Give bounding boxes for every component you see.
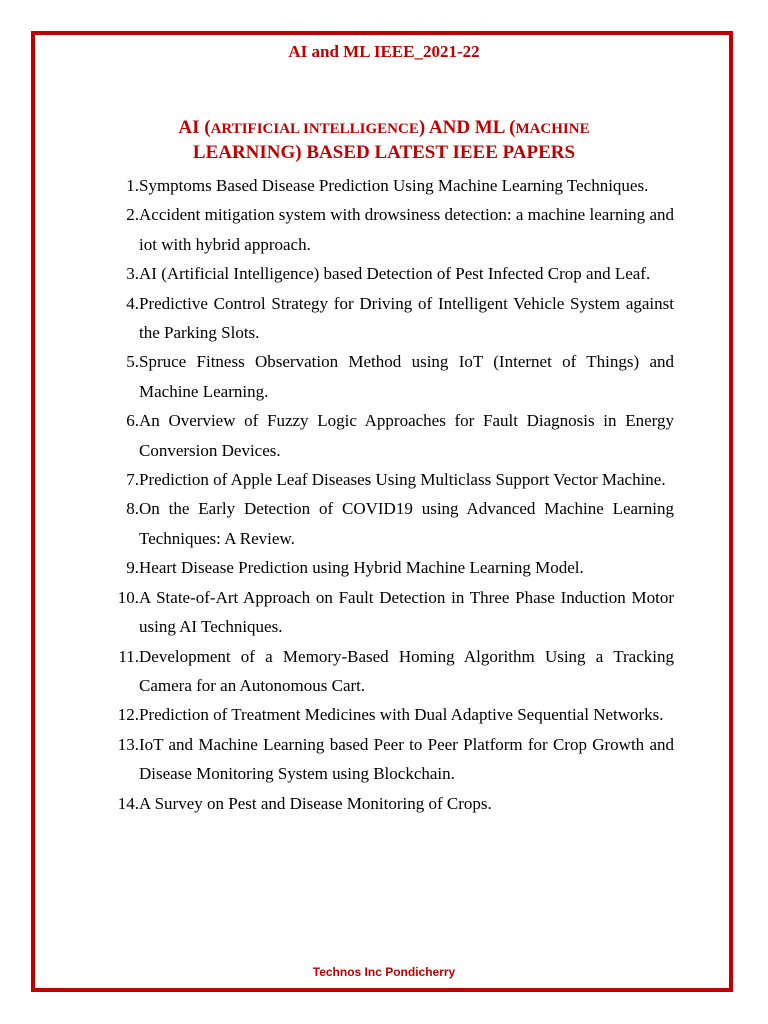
item-number: 6. <box>126 411 139 431</box>
list-item <box>103 465 674 494</box>
list-item <box>103 289 674 348</box>
item-number: 13. <box>117 734 139 754</box>
footer-text: Technos Inc Pondicherry <box>312 965 456 979</box>
item-number: 12. <box>117 705 139 725</box>
list-item <box>103 494 674 553</box>
item-title: IoT and Machine Learning based Peer to Peer Platform for Crop Growth and Disease Monitoring System using Blockchain. <box>139 734 674 784</box>
list-item <box>103 171 674 200</box>
item-title: Prediction of Apple Leaf Diseases Using Multiclass Support Vector Machine. <box>139 470 666 490</box>
list-item <box>103 583 674 642</box>
main-title <box>80 116 688 164</box>
list-item <box>103 259 674 288</box>
item-title: Heart Disease Prediction using Hybrid Machine Learning Model. <box>139 558 584 578</box>
item-title: On the Early Detection of COVID19 using Advanced Machine Learning Techniques: A Review. <box>139 499 674 548</box>
list-item <box>103 789 674 818</box>
item-number: 2. <box>126 205 139 225</box>
item-number: 5. <box>126 352 139 372</box>
list-item <box>103 730 674 789</box>
item-number: 4. <box>126 293 139 313</box>
list-item <box>103 700 674 729</box>
main-title-part: ) AND ML ( <box>418 117 516 138</box>
item-number: 11. <box>118 646 139 666</box>
item-number: 1. <box>126 176 139 195</box>
main-title-line-1 <box>80 116 688 141</box>
list-item <box>103 642 674 701</box>
item-title: Development of a Memory-Based Homing Algorithm Using a Tracking Camera for an Autonomous Cart. <box>139 646 674 695</box>
item-title: Spruce Fitness Observation Method using IoT (Internet of Things) and Machine Learning. <box>139 352 674 401</box>
list-item <box>103 347 674 406</box>
main-title-line-2: LEARNING) BASED LATEST IEEE PAPERS <box>192 142 576 163</box>
item-number: 9. <box>126 558 139 578</box>
item-title: An Overview of Fuzzy Logic Approaches for Fault Diagnosis in Energy Conversion Devices. <box>139 411 674 460</box>
item-title: Symptoms Based Disease Prediction Using Machine Learning Techniques. <box>139 176 649 195</box>
paper-list <box>103 171 674 818</box>
list-item <box>103 553 674 582</box>
item-number: 14. <box>117 793 139 813</box>
item-title: A State-of-Art Approach on Fault Detection in Three Phase Induction Motor using AI Techniques. <box>139 587 674 637</box>
item-title: AI (Artificial Intelligence) based Detection of Pest Infected Crop and Leaf. <box>139 264 651 284</box>
main-title-smallcaps: ARTIFICIAL INTELLIGENCE <box>210 121 419 137</box>
main-title-smallcaps: MACHINE <box>515 121 590 137</box>
main-title-part: AI ( <box>178 117 211 138</box>
item-title: Accident mitigation system with drowsiness detection: a machine learning and iot with hybrid approach. <box>139 205 674 254</box>
item-title: Prediction of Treatment Medicines with Dual Adaptive Sequential Networks. <box>139 705 664 725</box>
header-title: AI and ML IEEE_2021-22 <box>288 42 480 61</box>
item-number: 10. <box>117 587 139 607</box>
item-title: A Survey on Pest and Disease Monitoring of Crops. <box>139 793 492 813</box>
item-title: Predictive Control Strategy for Driving of Intelligent Vehicle System against the Parking Slots. <box>139 293 674 343</box>
list-item <box>103 406 674 465</box>
list-item <box>103 200 674 259</box>
item-number: 8. <box>126 499 139 519</box>
item-number: 3. <box>126 264 139 284</box>
item-number: 7. <box>126 470 139 490</box>
